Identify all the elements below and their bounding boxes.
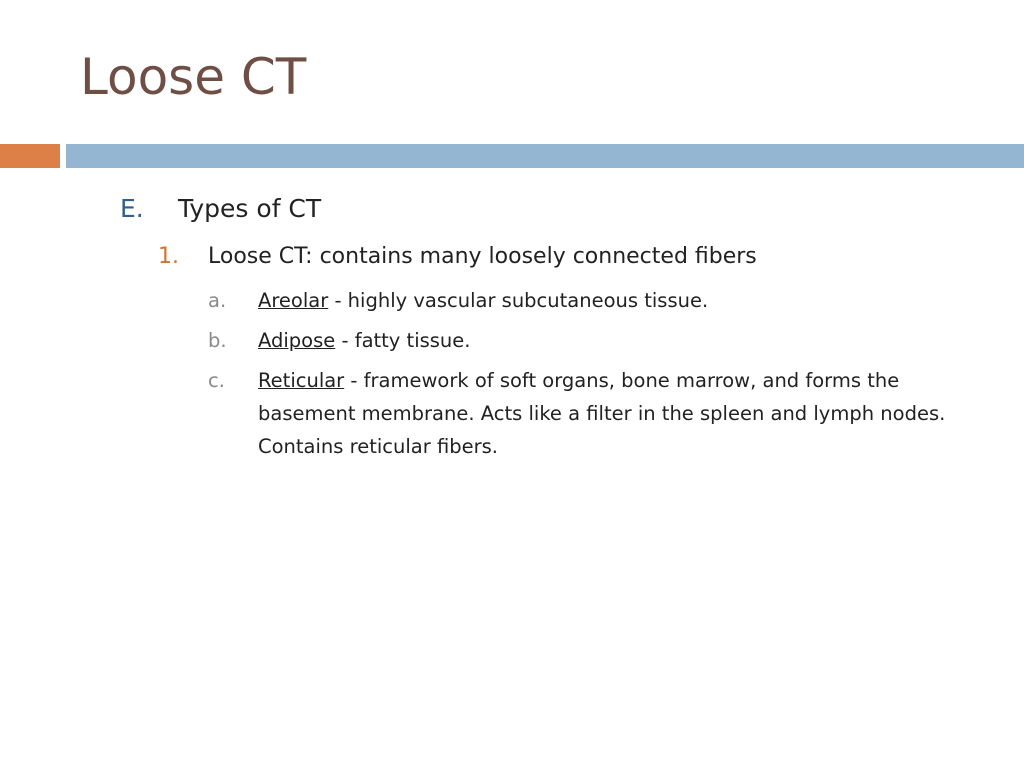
outline-level1: [120, 194, 321, 223]
level1-marker: E.: [120, 194, 144, 223]
accent-bar-blue: [66, 144, 1024, 168]
accent-bar-orange: [0, 144, 60, 168]
outline-level2: [158, 244, 757, 269]
item-marker: b.: [208, 329, 227, 352]
item-term: Adipose: [258, 329, 336, 352]
list-item-areolar: [208, 284, 958, 317]
slide-title: Loose CT: [80, 48, 307, 106]
level2-text: Loose CT: contains many loosely connected fibers: [208, 244, 757, 269]
item-term: Reticular: [258, 369, 345, 392]
item-marker: c.: [208, 369, 225, 392]
list-item-reticular: [208, 364, 958, 463]
list-item-adipose: [208, 324, 958, 357]
item-text: - fatty tissue.: [335, 329, 471, 352]
level2-marker: 1.: [158, 244, 179, 269]
item-text: - framework of soft organs, bone marrow, and forms the basement membrane. Acts like a filter in the spleen and lymph nodes. Contains reticular fibers.: [258, 369, 946, 458]
item-term: Areolar: [258, 289, 329, 312]
level1-text: Types of CT: [178, 194, 322, 223]
item-marker: a.: [208, 289, 227, 312]
item-text: - highly vascular subcutaneous tissue.: [328, 289, 709, 312]
